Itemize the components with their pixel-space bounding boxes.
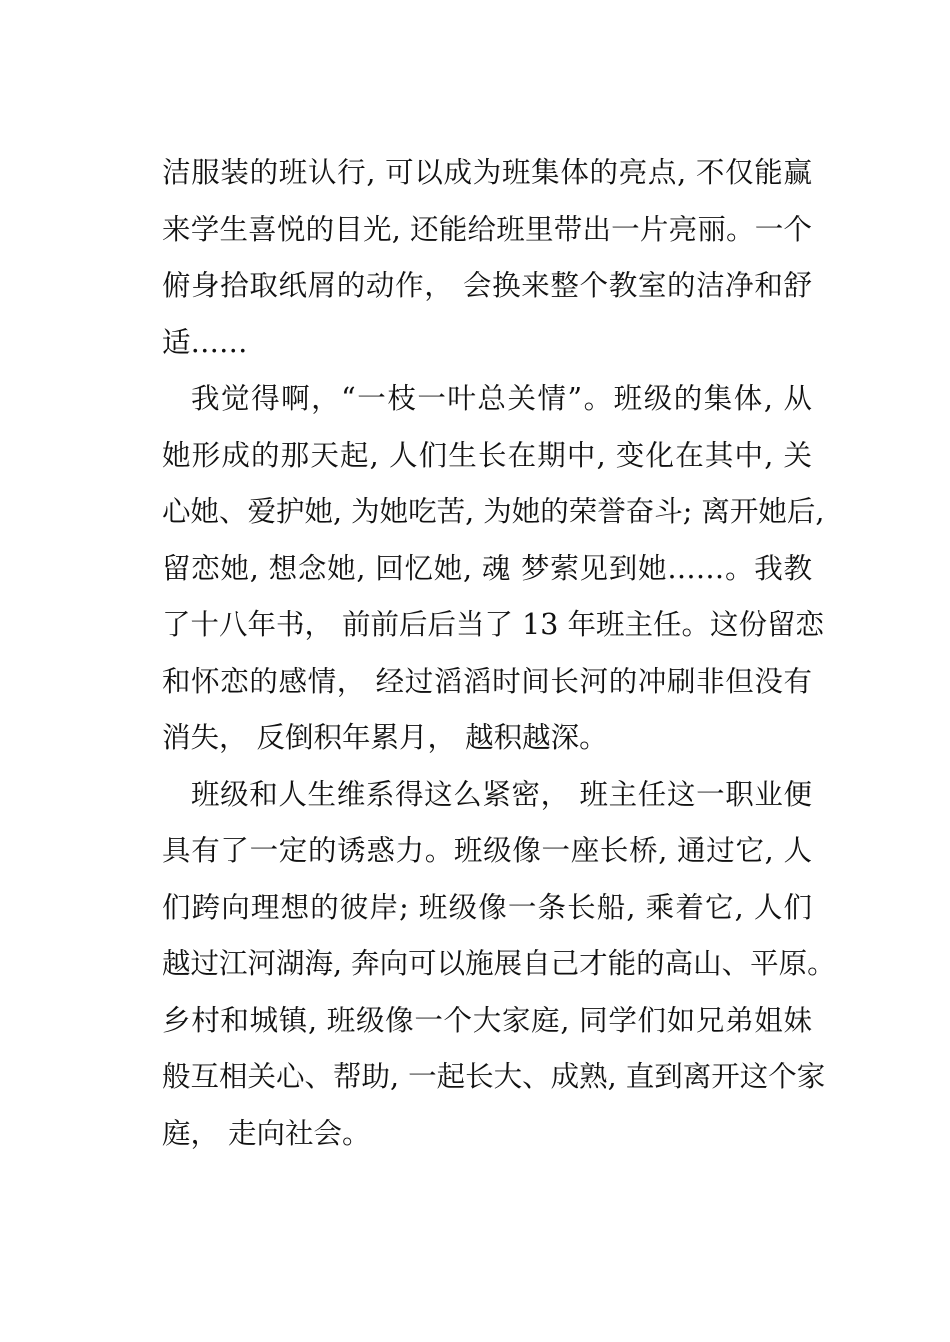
text-line: 留恋她, 想念她, 回忆她, 魂 梦萦见到她……。我教 xyxy=(162,551,812,585)
text-line: 她形成的那天起, 人们生长在期中, 变化在其中, 关 xyxy=(162,438,812,472)
text-line: 越过江河湖海, 奔向可以施展自己才能的高山、平原。 xyxy=(162,947,836,980)
text-line: 般互相关心、帮助, 一起长大、成熟, 直到离开这个家 xyxy=(162,1060,826,1093)
text-line: 俯身拾取纸屑的动作， 会换来整个教室的洁净和舒 xyxy=(162,269,812,302)
paragraph-1 xyxy=(162,145,812,371)
text-line: 适…… xyxy=(162,325,248,359)
document-page xyxy=(162,145,836,1162)
text-line: 具有了一定的诱惑力。班级像一座长桥, 通过它, 人 xyxy=(162,834,812,867)
text-line: 消失， 反倒积年累月， 越积越深。 xyxy=(162,721,608,754)
text-line: 们跨向理想的彼岸; 班级像一条长船, 乘着它, 人们 xyxy=(162,890,812,924)
text-line: 乡村和城镇, 班级像一个大家庭, 同学们如兄弟姐妹 xyxy=(162,1003,812,1037)
paragraph-2 xyxy=(162,371,825,767)
text-line: 洁服装的班认行, 可以成为班集体的亮点, 不仅能赢 xyxy=(162,156,812,189)
text-line: 心她、爱护她, 为她吃苦, 为她的荣誉奋斗; 离开她后, xyxy=(162,495,825,528)
text-line: 庭， 走向社会。 xyxy=(162,1116,371,1150)
text-line: 班级和人生维系得这么紧密， 班主任这一职业便 xyxy=(191,777,812,811)
text-line: 了十八年书， 前前后后当了 13 年班主任。这份留恋 xyxy=(162,608,824,641)
text-line: 我觉得啊，“一枝一叶总关情”。班级的集体, 从 xyxy=(191,382,812,415)
text-line: 来学生喜悦的目光, 还能给班里带出一片亮丽。一个 xyxy=(162,212,812,246)
paragraph-3 xyxy=(162,767,836,1163)
text-line: 和怀恋的感情， 经过滔滔时间长河的冲刷非但没有 xyxy=(162,664,812,698)
